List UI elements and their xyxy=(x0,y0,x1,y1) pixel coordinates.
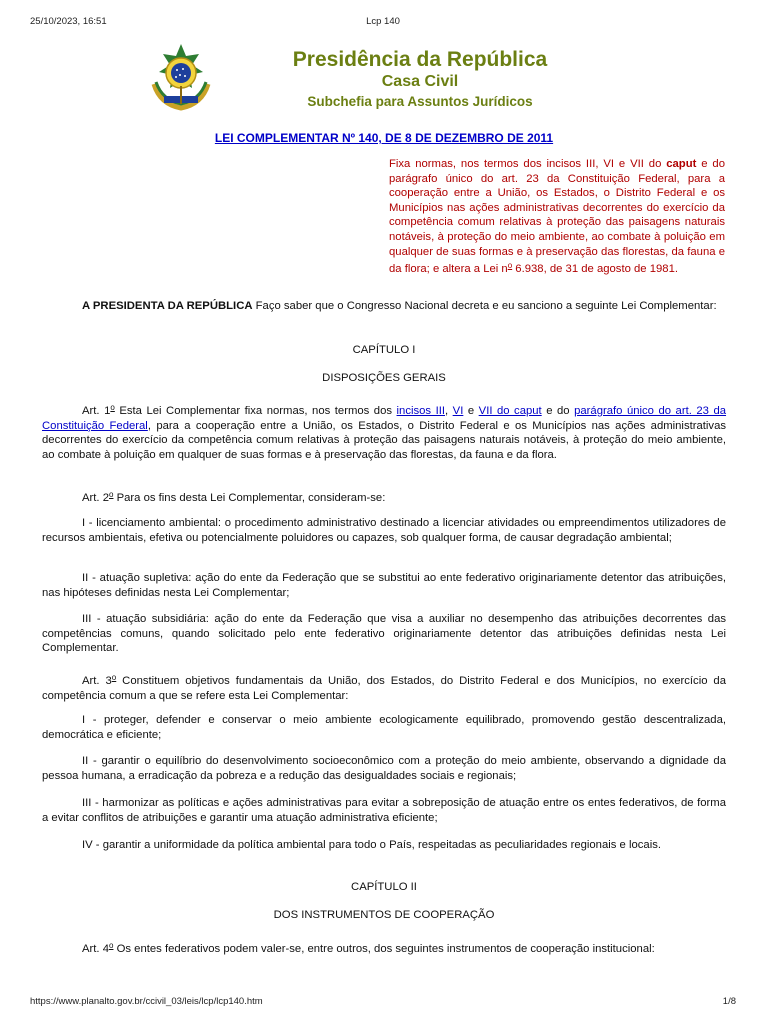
article-3-item-3 xyxy=(42,796,726,825)
link-incisos-iii[interactable]: incisos III xyxy=(396,405,445,417)
ementa-caput: caput xyxy=(666,158,697,170)
masthead-subtitle-2: Subchefia para Assuntos Jurídicos xyxy=(307,94,533,109)
preamble-text: Faço saber que o Congresso Nacional decreta e eu sanciono a seguinte Lei Complementar: xyxy=(252,300,717,312)
item-text: III - atuação subsidiária: ação do ente da Federação que visa a auxiliar no desempenho das atribuições decorrentes das competências comuns, quando solicitado pelo ente federativo originariamente detentor das atribuições definidas nesta Lei Complementar. xyxy=(42,613,726,655)
print-footer xyxy=(30,996,736,1007)
page-url: https://www.planalto.gov.br/ccivil_03/leis/lcp/lcp140.htm xyxy=(30,996,263,1007)
article-number: Art. 1 xyxy=(82,405,111,417)
masthead-subtitle: Casa Civil xyxy=(381,73,459,90)
page-number: 1/8 xyxy=(722,996,736,1007)
item-text: II - atuação supletiva: ação do ente da Federação que se substitui ao ente federativo originariamente detentor das atribuições, nas hipóteses definidas nesta Lei Complementar; xyxy=(42,572,726,599)
masthead-title: Presidência da República xyxy=(292,48,548,71)
article-3-item-1 xyxy=(42,713,726,742)
article-text: , para a cooperação entre a União, os Estados, o Distrito Federal e os Municípios nas ações administrativas decorrentes do exercício da competência comum relativas à proteção das paisagens naturais notáveis, à proteção do meio ambiente, ao combate à poluição em qualquer de suas formas e à preservação das florestas, da fauna e da flora. xyxy=(42,419,727,461)
print-page-title: Lcp 140 xyxy=(366,16,400,27)
chapter-2-title: DOS INSTRUMENTOS DE COOPERAÇÃO xyxy=(273,909,495,921)
item-text: II - garantir o equilíbrio do desenvolvimento socioeconômico com a proteção do meio ambiente, observando a dignidade da pessoa humana, a erradicação da pobreza e a redução das desigualdades sociais e regionais; xyxy=(42,755,726,782)
chapter-2-label: CAPÍTULO II xyxy=(351,881,417,893)
ementa-text: Fixa normas, nos termos dos incisos III, VI e VII do xyxy=(389,158,667,170)
item-text: I - licenciamento ambiental: o procedimento administrativo destinado a licenciar atividades ou empreendimentos utilizadores de recursos ambientais, efetiva ou potencialmente poluidores ou capazes, sob qualquer forma, de causar degradação ambiental; xyxy=(42,517,726,544)
article-number: Art. 3 xyxy=(82,675,112,687)
ordinal-mark: o xyxy=(109,941,114,950)
ordinal-mark: o xyxy=(507,261,513,271)
article-2-item-1 xyxy=(42,516,726,545)
article-3-item-4 xyxy=(42,838,726,853)
article-text: e xyxy=(463,405,479,417)
preamble-bold: A PRESIDENTA DA REPÚBLICA xyxy=(82,300,253,312)
print-datetime: 25/10/2023, 16:51 xyxy=(30,16,107,27)
ementa-text: e do parágrafo único do art. 23 da Constituição Federal, para a cooperação entre a União, os Estados, o Distrito Federal e os Municípios nas ações administrativas decorrentes do exercício da competência comum relativas à proteção das paisagens naturais notáveis, à proteção do meio ambiente, ao combate à poluição em qualquer de suas formas e à preservação das florestas, da fauna e da flora; e altera a Lei n xyxy=(389,158,725,276)
article-text: Para os fins desta Lei Complementar, consideram-se: xyxy=(113,492,386,504)
masthead xyxy=(0,40,768,120)
article-text: , xyxy=(445,405,453,417)
ementa-text: 6.938, de 31 de agosto de 1981. xyxy=(512,263,678,276)
article-text: e do xyxy=(541,405,575,417)
article-text: Esta Lei Complementar fixa normas, nos termos dos xyxy=(114,405,397,417)
ordinal-mark: o xyxy=(109,490,114,499)
article-3-item-2 xyxy=(42,754,726,783)
item-text: I - proteger, defender e conservar o meio ambiente ecologicamente equilibrado, promovendo gestão descentralizada, democrática e eficiente; xyxy=(42,714,726,741)
article-2 xyxy=(42,488,726,506)
article-text: Constituem objetivos fundamentais da União, dos Estados, do Distrito Federal e dos Municípios, no exercício da competência comum a que se refere esta Lei Complementar: xyxy=(42,675,726,702)
article-number: Art. 4 xyxy=(82,943,109,955)
ordinal-mark: o xyxy=(110,403,115,412)
print-header xyxy=(30,16,736,27)
ementa xyxy=(389,157,725,277)
article-4 xyxy=(42,939,726,957)
coat-of-arms-icon xyxy=(146,42,216,114)
chapter-1-title: DISPOSIÇÕES GERAIS xyxy=(322,372,446,384)
article-text: Os entes federativos podem valer-se, entre outros, dos seguintes instrumentos de cooperação institucional: xyxy=(113,943,655,955)
link-paragrafo-unico[interactable]: parágrafo único do art. 23 da Constituição Federal xyxy=(42,405,727,432)
article-number: Art. 2 xyxy=(82,492,109,504)
article-1 xyxy=(42,401,726,462)
law-title-link[interactable]: LEI COMPLEMENTAR Nº 140, DE 8 DE DEZEMBRO DE 2011 xyxy=(214,131,554,145)
ordinal-mark: o xyxy=(111,673,117,682)
chapter-1-label: CAPÍTULO I xyxy=(352,344,416,356)
link-vii-do-caput[interactable]: VII do caput xyxy=(478,405,542,417)
preamble xyxy=(42,299,726,314)
item-text: III - harmonizar as políticas e ações administrativas para evitar a sobreposição de atuação entre os entes federativos, de forma a evitar conflitos de atribuições e garantir uma atuação administrativa eficiente; xyxy=(42,797,726,824)
item-text: IV - garantir a uniformidade da política ambiental para todo o País, respeitadas as peculiaridades regionais e locais. xyxy=(82,839,661,851)
article-3 xyxy=(42,671,726,703)
article-2-item-3 xyxy=(42,612,726,656)
article-2-item-2 xyxy=(42,571,726,600)
link-vi[interactable]: VI xyxy=(452,405,464,417)
